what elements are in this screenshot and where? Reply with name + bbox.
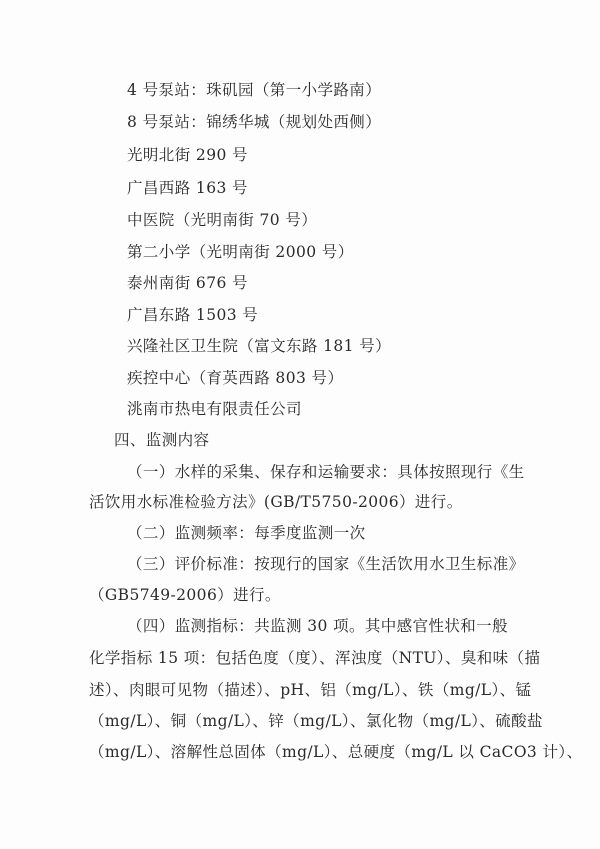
paragraph-line: （mg/L）、溶解性总固体（mg/L）、总硬度（mg/L 以 CaCO3 计）、 <box>89 743 583 761</box>
site-item: 广昌东路 1503 号 <box>127 306 259 324</box>
paragraph-line: （四）监测指标：共监测 30 项。其中感官性状和一般 <box>127 617 508 635</box>
site-item: 第二小学（光明南街 2000 号） <box>127 243 354 261</box>
paragraph-line: 化学指标 15 项：包括色度（度）、浑浊度（NTU）、臭和味（描 <box>89 649 541 667</box>
site-item: 泰州南街 676 号 <box>127 274 248 292</box>
site-item: 中医院（光明南街 70 号） <box>127 211 318 229</box>
site-item: 广昌西路 163 号 <box>127 179 248 197</box>
paragraph-line: （一）水样的采集、保存和运输要求：具体按照现行《生 <box>127 463 525 481</box>
paragraph-line: （二）监测频率：每季度监测一次 <box>127 524 366 542</box>
pump-station-4: 4 号泵站：珠矶园（第一小学路南） <box>127 81 382 99</box>
paragraph-line: 述）、肉眼可见物（描述）、pH、铝（mg/L）、铁（mg/L）、锰 <box>89 681 532 699</box>
paragraph-line: （三）评价标准：按现行的国家《生活饮用水卫生标准》 <box>127 555 525 573</box>
site-item: 兴隆社区卫生院（富文东路 181 号） <box>127 337 392 355</box>
paragraph-line: 活饮用水标准检验方法》(GB/T5750-2006）进行。 <box>89 493 463 511</box>
pump-station-8: 8 号泵站：锦绣华城（规划处西侧） <box>127 113 382 131</box>
section-heading: 四、监测内容 <box>114 431 210 449</box>
paragraph-line: （mg/L）、铜（mg/L）、锌（mg/L）、氯化物（mg/L）、硫酸盐 <box>89 712 543 730</box>
site-item: 疾控中心（育英西路 803 号） <box>127 369 344 387</box>
site-item: 光明北街 290 号 <box>127 146 248 164</box>
site-item: 洮南市热电有限责任公司 <box>127 400 302 418</box>
paragraph-line: （GB5749-2006）进行。 <box>89 586 281 604</box>
